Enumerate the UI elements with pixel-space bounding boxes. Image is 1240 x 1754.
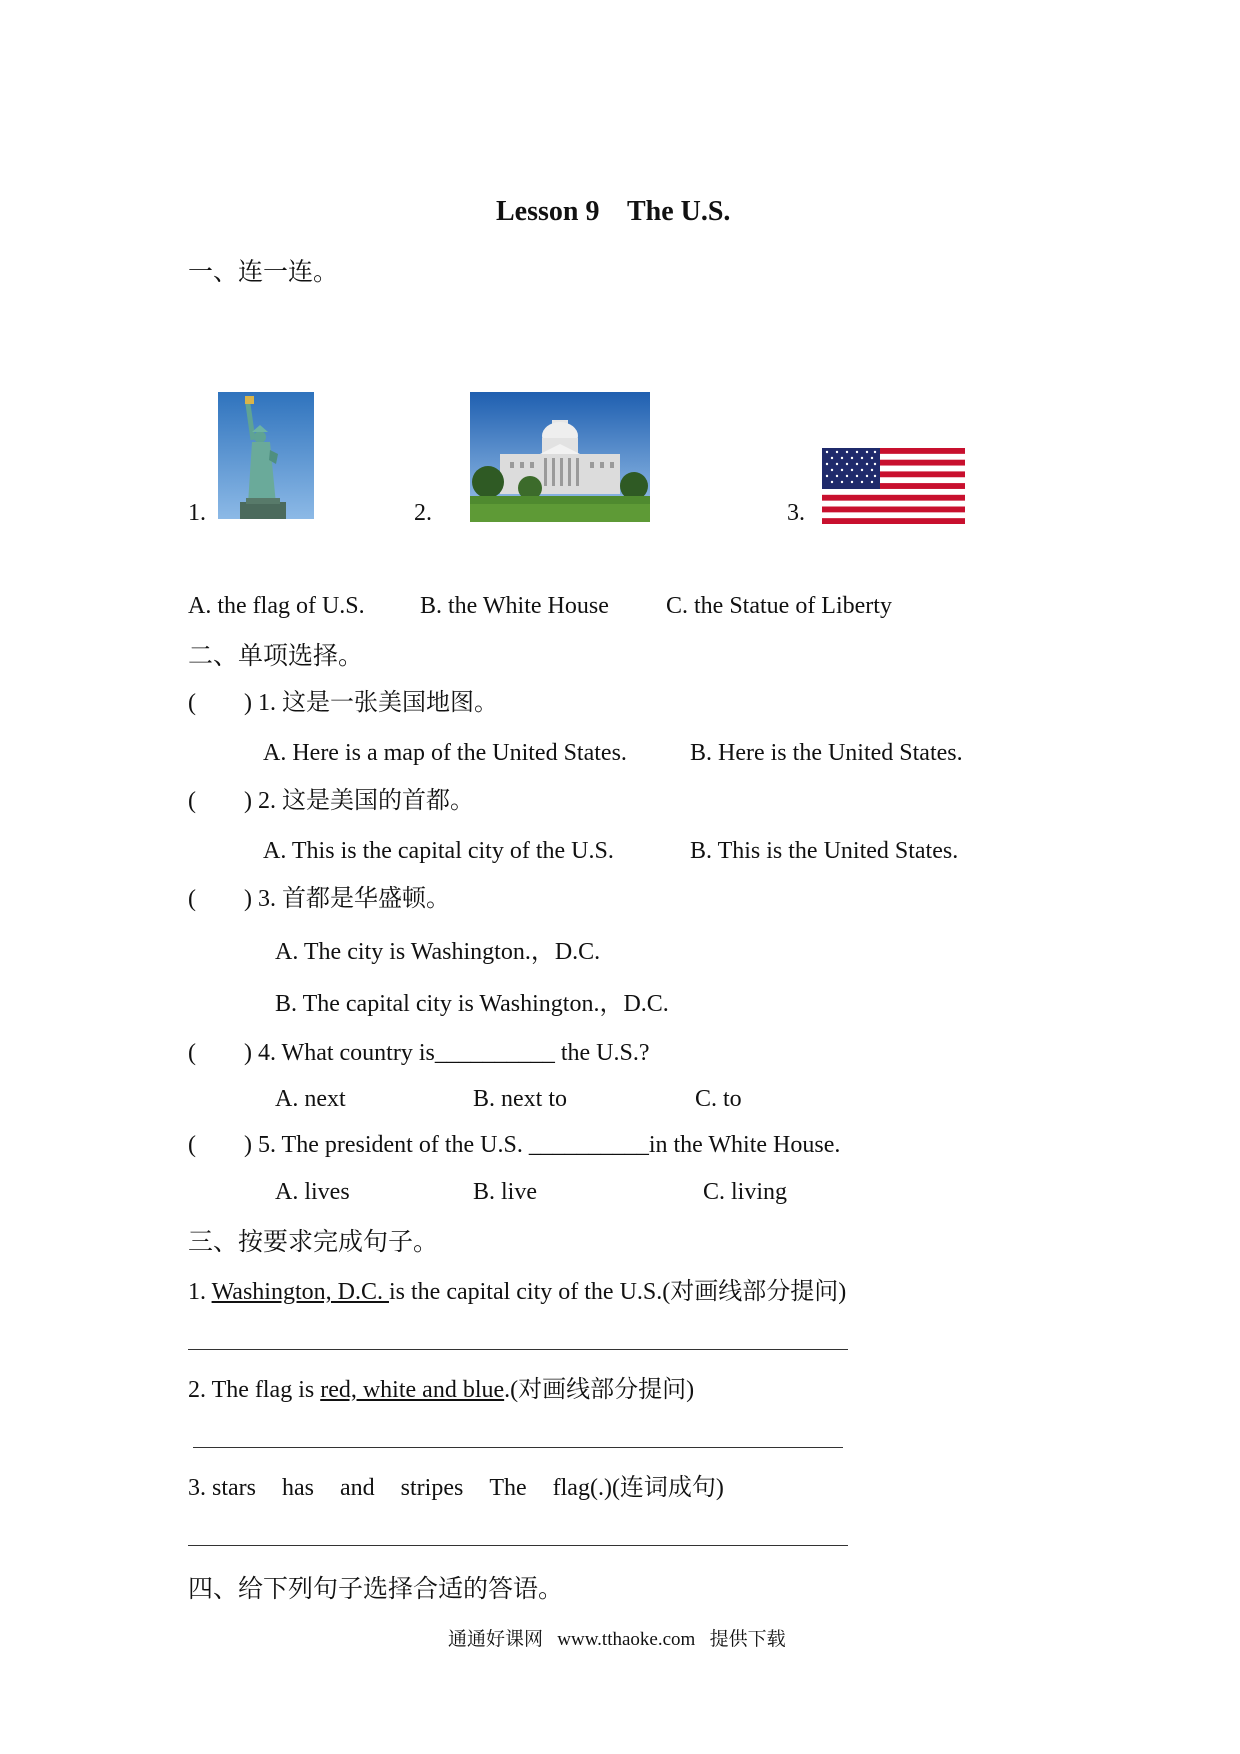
question-2-option-a: A. This is the capital city of the U.S.: [263, 838, 614, 864]
word-2: has: [282, 1475, 314, 1501]
question-5-stem: ) 5. The president of the U.S. __________in the White House.: [244, 1132, 841, 1158]
rewrite-q1-underlined: Washington, D.C.: [211, 1279, 389, 1305]
word-3: and: [340, 1475, 375, 1501]
question-4-option-a: A. next: [275, 1086, 346, 1112]
rewrite-q1-rest: is the capital city of the U.S.(对画线部分提问): [388, 1279, 847, 1305]
word-6: flag(.)(连词成句): [552, 1475, 724, 1501]
rewrite-question-2: [188, 1375, 694, 1405]
question-1-option-a: A. Here is a map of the United States.: [263, 740, 627, 766]
answer-paren-1: (: [188, 690, 196, 716]
word-1: 3. stars: [188, 1475, 256, 1501]
answer-paren-5: (: [188, 1132, 196, 1158]
option-a-flag: A. the flag of U.S.: [188, 593, 365, 619]
answer-paren-4: (: [188, 1040, 196, 1066]
us-flag-image: [822, 448, 965, 524]
section-3-heading: 三、按要求完成句子。: [188, 1229, 439, 1256]
answer-line-1[interactable]: [188, 1349, 848, 1350]
section-1-heading: 一、连一连。: [188, 259, 339, 286]
answer-paren-2: (: [188, 788, 196, 814]
question-5-option-a: A. lives: [275, 1179, 350, 1205]
question-5-option-c: C. living: [703, 1179, 788, 1205]
word-order-question-3: [188, 1473, 724, 1503]
question-2-stem: ) 2. 这是美国的首都。: [244, 788, 474, 814]
rewrite-q2-rest: .(对画线部分提问): [504, 1377, 695, 1403]
question-2-option-b: B. This is the United States.: [690, 838, 959, 864]
answer-paren-3: (: [188, 886, 196, 912]
question-5-option-b: B. live: [473, 1179, 537, 1205]
question-4-stem: ) 4. What country is__________ the U.S.?: [244, 1040, 650, 1066]
rewrite-q2-pre: 2. The flag is: [188, 1377, 321, 1403]
question-1-option-b: B. Here is the United States.: [690, 740, 963, 766]
answer-line-2[interactable]: [193, 1447, 843, 1448]
section-2-heading: 二、单项选择。: [188, 643, 364, 670]
option-c-statue: C. the Statue of Liberty: [666, 593, 892, 619]
question-1-stem: ) 1. 这是一张美国地图。: [244, 690, 498, 716]
question-3-option-b: B. The capital city is Washington.，D.C.: [275, 991, 669, 1017]
page-footer: 通通好课网 www.tthaoke.com 提供下载: [448, 1629, 786, 1650]
rewrite-q1-number: 1.: [188, 1279, 212, 1305]
rewrite-question-1: [188, 1277, 846, 1307]
word-5: The: [489, 1475, 527, 1501]
item-number-3: 3.: [787, 500, 805, 526]
option-b-white-house: B. the White House: [420, 593, 609, 619]
page-title: Lesson 9 The U.S.: [496, 196, 731, 227]
word-4: stripes: [400, 1475, 464, 1501]
question-4-option-c: C. to: [695, 1086, 742, 1112]
statue-of-liberty-image: [218, 392, 314, 519]
item-number-1: 1.: [188, 500, 206, 526]
question-3-stem: ) 3. 首都是华盛顿。: [244, 886, 450, 912]
question-4-option-b: B. next to: [473, 1086, 567, 1112]
answer-line-3[interactable]: [188, 1545, 848, 1546]
section-4-heading: 四、给下列句子选择合适的答语。: [188, 1576, 564, 1603]
question-3-option-a: A. The city is Washington.，D.C.: [275, 939, 601, 965]
rewrite-q2-underlined: red, white and blue: [320, 1377, 505, 1403]
item-number-2: 2.: [414, 500, 432, 526]
white-house-image: [470, 392, 650, 522]
